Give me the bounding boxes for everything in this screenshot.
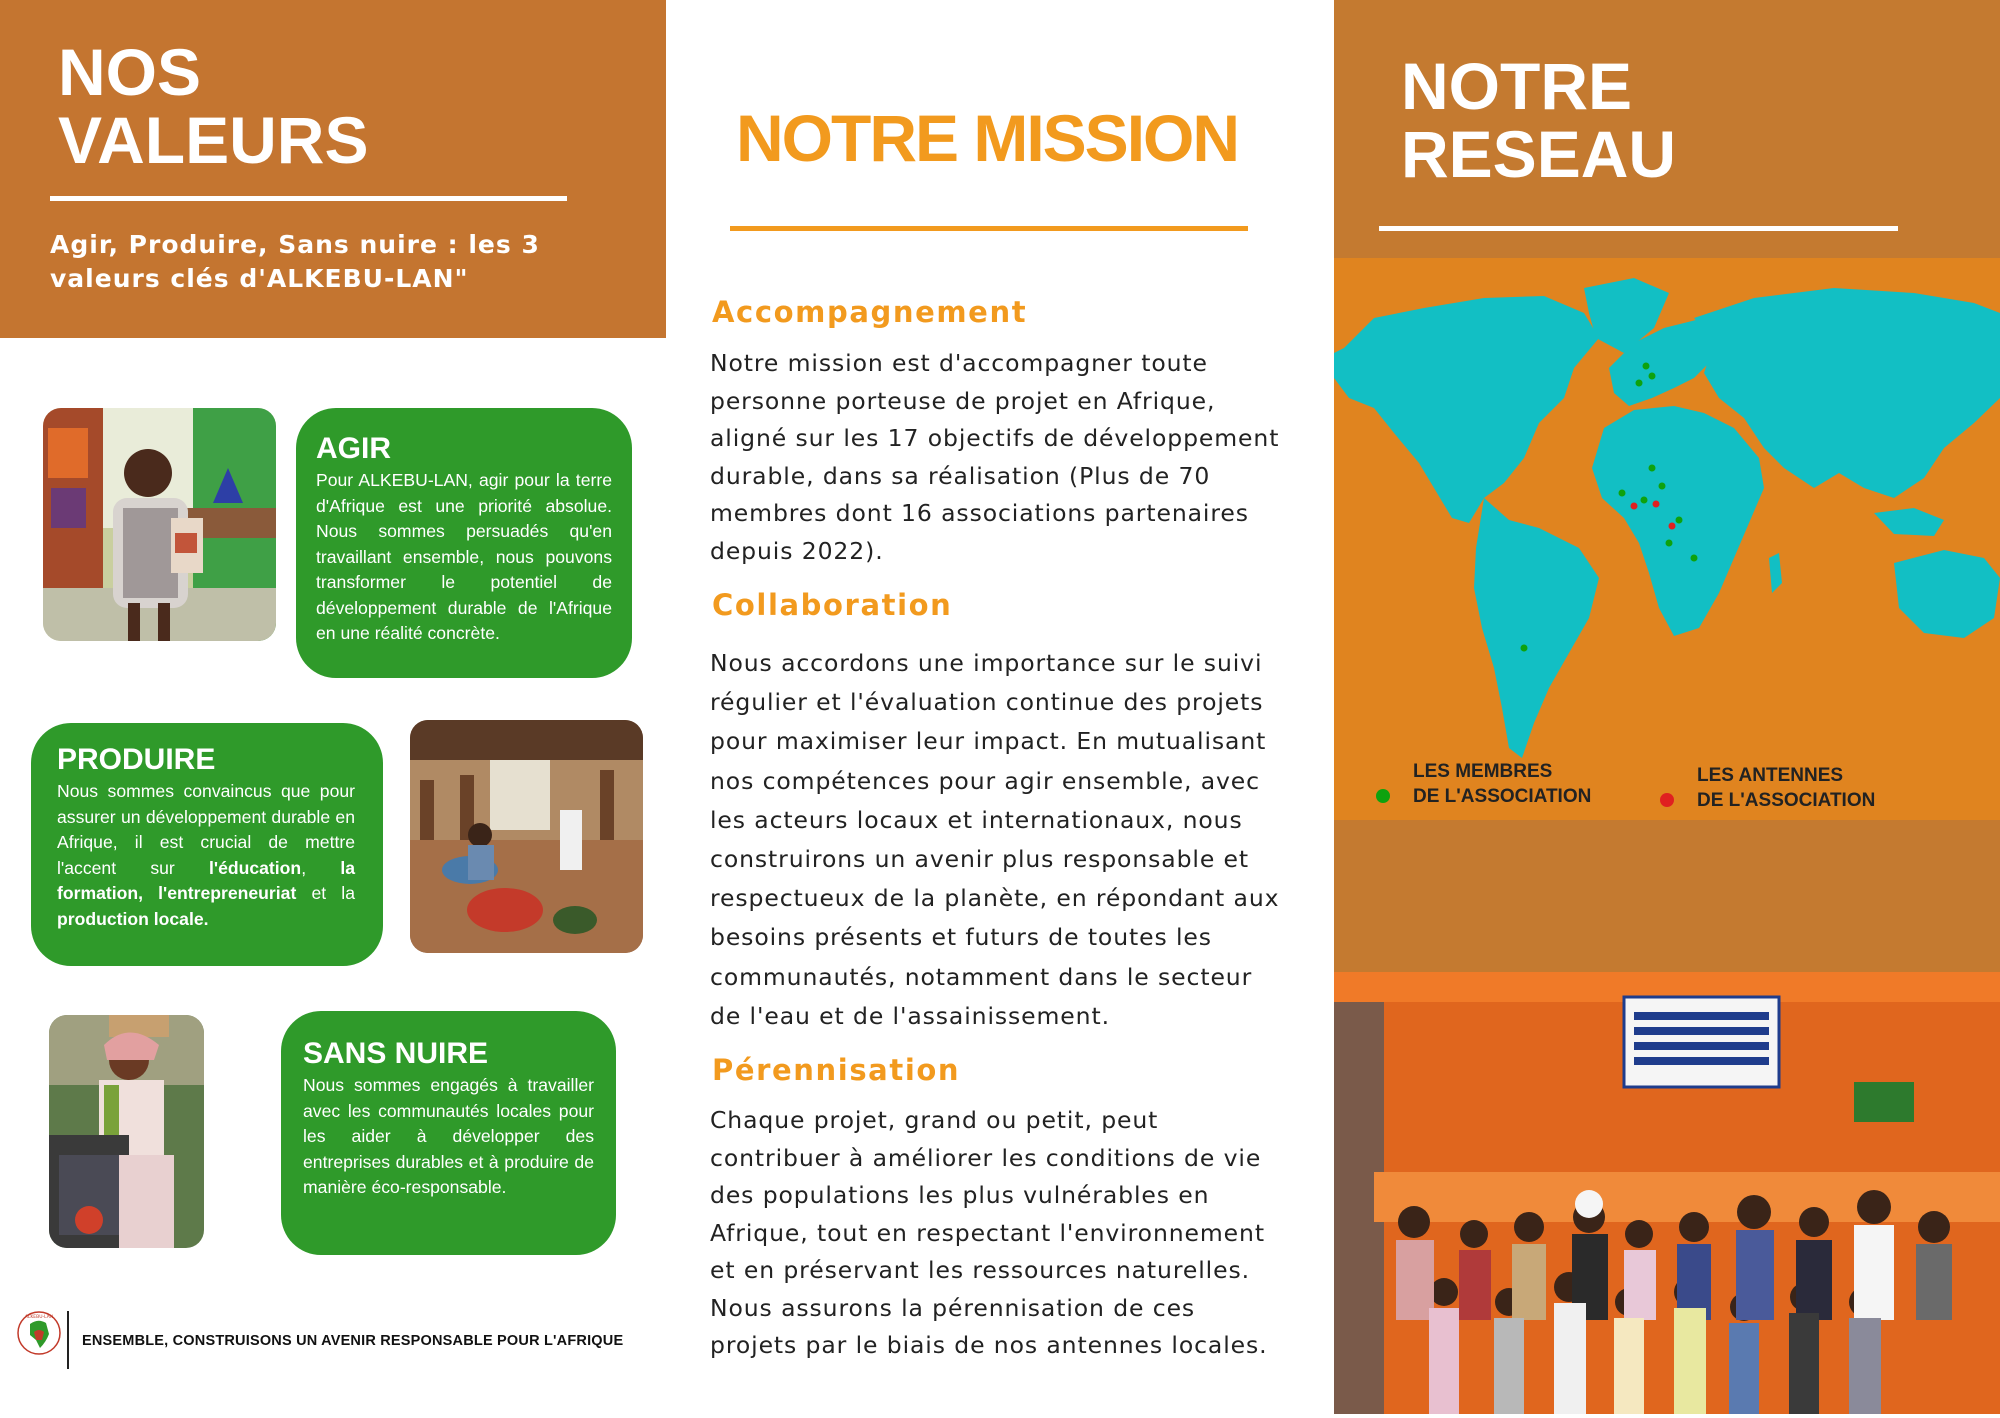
legend-member-dot [1376,789,1390,803]
produire-sep-1: , [301,857,341,878]
card-sans-nuire-title: SANS NUIRE [303,1037,489,1070]
valeurs-subtitle-line2: valeurs clés d'ALKEBU-LAN" [50,264,469,293]
mission-title: NOTRE MISSION [736,101,1239,175]
legend-members [1413,759,1591,809]
valeurs-title [58,35,369,177]
reseau-title-line2: RESEAU [1401,117,1677,191]
photo-girl-reading [43,408,276,641]
card-produire [31,723,383,966]
continent-indonesia [1874,508,1944,536]
member-dot [1676,517,1683,524]
photo-workshop [410,720,643,953]
antenna-dot [1653,501,1660,508]
member-dot [1636,380,1643,387]
legend-antennas-line1: LES ANTENNES [1697,765,1844,786]
reseau-divider [1379,226,1898,231]
mission-divider [730,226,1248,231]
footer-divider [67,1311,69,1369]
produire-bold-production: production locale. [57,908,209,929]
valeurs-subtitle [50,228,610,296]
photo-group-orphanage [1334,972,2000,1414]
card-produire-text [57,779,355,932]
card-agir-title: AGIR [316,432,391,465]
valeurs-divider [50,196,567,201]
produire-bold-education: l'éducation [209,857,302,878]
card-agir-text: Pour ALKEBU-LAN, agir pour la terre d'Afrique est une priorité absolue. Nous sommes persuadés qu'en travaillant ensemble, nous pouvons transformer le potentiel de développement durable de l'Afrique en une réalité concrète. [316,470,612,643]
produire-sep-2: et la [296,883,355,903]
reseau-title [1401,49,1677,191]
antenna-dot [1631,503,1638,510]
legend-antennas [1697,763,1875,813]
member-dot [1691,555,1698,562]
mission-text-perennisation: Chaque projet, grand ou petit, peut contribuer à améliorer les conditions de vie des populations les plus vulnérables en Afrique, tout en respectant l'environnement et en préservant les ressources naturelles. Nous assurons la pérennisation de ces projets par le biais de nos antennes locales. [710,1106,1268,1359]
mission-heading-accompagnement: Accompagnement [712,295,1028,329]
valeurs-title-line2: VALEURS [58,103,369,177]
world-map [1334,258,2000,820]
member-dot [1641,497,1648,504]
alkebu-lan-logo [16,1310,62,1356]
continent-north-america [1334,296,1599,523]
legend-members-line2: DE L'ASSOCIATION [1413,786,1592,807]
continent-south-america [1474,498,1599,758]
mission-text-collaboration: Nous accordons une importance sur le suivi régulier et l'évaluation continue des projets pour maximiser leur impact. En mutualisant nos compétences pour agir ensemble, avec les acteurs locaux et internationaux, nous construirons un avenir plus responsable et respectueux de la planète, en répondant aux besoins présents et futurs de toutes les communautés, notamment dans le secteur de l'eau et de l'assainissement. [710,649,1280,1030]
continent-madagascar [1769,553,1782,593]
card-agir [296,408,632,678]
valeurs-title-line1: NOS [58,35,202,109]
card-sans-nuire [281,1011,616,1255]
continent-australia [1894,550,2000,638]
reseau-title-line1: NOTRE [1401,49,1632,123]
card-produire-title: PRODUIRE [57,743,216,776]
member-dot [1649,465,1656,472]
card-sans-nuire-text: Nous sommes engagés à travailler avec les communautés locales pour les aider à développer des entreprises durables et à produire de manière éco-responsable. [303,1075,594,1197]
member-dot [1666,540,1673,547]
produire-text-start: Nous sommes convaincus que pour assurer un développement durable en Afrique, il est crucial de mettre l'accent sur [57,781,355,878]
member-dot [1643,363,1650,370]
photo-woman-fabric [49,1015,204,1248]
legend-antenna-dot [1660,793,1674,807]
member-dot [1619,490,1626,497]
member-dot [1649,373,1656,380]
legend-antennas-line2: DE L'ASSOCIATION [1697,790,1876,811]
valeurs-subtitle-line1: Agir, Produire, Sans nuire : les 3 [50,230,540,259]
mission-heading-perennisation: Pérennisation [712,1053,961,1087]
produire-bold-formation: la formation, l'entrepreneuriat [57,857,355,903]
logo-text: ALKEBU-LAN [24,1315,54,1320]
footer-tagline: ENSEMBLE, CONSTRUISONS UN AVENIR RESPONSABLE POUR L'AFRIQUE [82,1333,624,1349]
member-dot [1659,483,1666,490]
legend-members-line1: LES MEMBRES [1413,761,1553,782]
mission-heading-collaboration: Collaboration [712,588,953,622]
member-dot [1521,645,1528,652]
mission-text-accompagnement: Notre mission est d'accompagner toute personne porteuse de projet en Afrique, aligné sur les 17 objectifs de développement durable, dans sa réalisation (Plus de 70 membres dont 16 associations partenaires depuis 2022). [710,349,1280,565]
antenna-dot [1669,523,1676,530]
